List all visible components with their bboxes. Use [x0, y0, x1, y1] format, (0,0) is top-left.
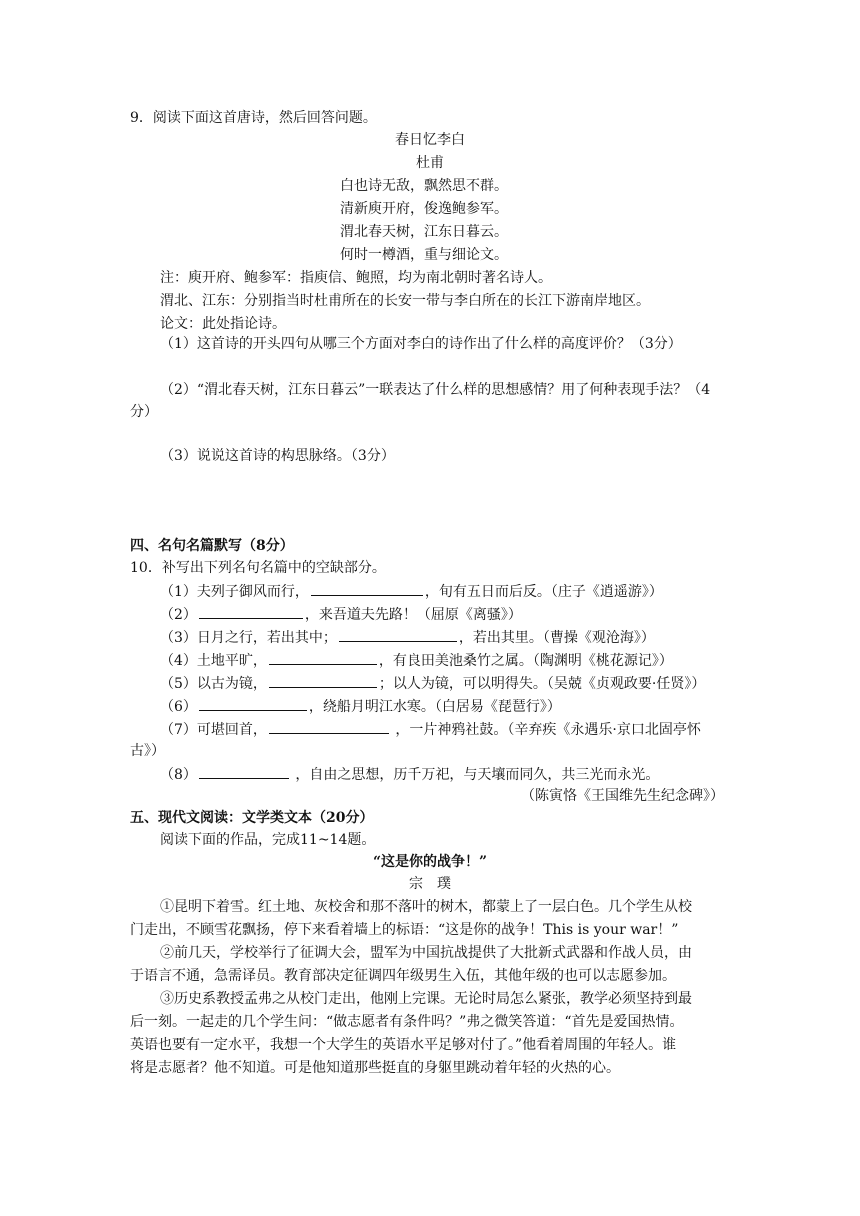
poem-note: 论文：此处指论诗。 — [160, 316, 286, 332]
fill-item-8 — [160, 764, 659, 785]
fill-item-pre: （2） — [160, 607, 197, 623]
answer-blank[interactable] — [269, 719, 389, 734]
article-paragraph-line: ③历史系教授孟弗之从校门走出，他刚上完课。无论时局怎么紧张，教学必须坚持到最 — [160, 991, 692, 1007]
poem-line: 清新庾开府，俊逸鲍参军。 — [340, 201, 508, 217]
poem-line: 白也诗无敌，飘然思不群。 — [340, 178, 508, 194]
q9-stem: 9．阅读下面这首唐诗，然后回答问题。 — [130, 110, 377, 126]
q10-stem: 10．补写出下列名句名篇中的空缺部分。 — [130, 560, 386, 576]
answer-blank[interactable] — [269, 650, 377, 665]
fill-item-7 — [160, 719, 701, 740]
fill-item-7-cont: 古》） — [130, 743, 165, 759]
article-paragraph-line: 于语言不通，急需译员。教育部决定征调四年级男生入伍，其他年级的也可以志愿参加。 — [130, 968, 676, 984]
article-author: 宗 璞 — [409, 876, 451, 892]
article-paragraph-line: 英语也要有一定水平，我想一个大学生的英语水平足够对付了。”他看着周围的年轻人。谁 — [130, 1037, 677, 1053]
fill-item-6 — [160, 696, 561, 717]
q9-sub1: （1）这首诗的开头四句从哪三个方面对李白的诗作出了什么样的高度评价？（3分） — [160, 336, 682, 352]
q9-sub2-cont: 分） — [130, 404, 158, 420]
fill-item-post: ，来吾道夫先路！（屈原《离骚》） — [304, 607, 522, 623]
section4-heading: 四、名句名篇默写（8分） — [130, 538, 294, 554]
answer-blank[interactable] — [269, 673, 377, 688]
poem-line: 何时一樽酒，重与细论文。 — [340, 247, 508, 263]
article-title: “这是你的战争！” — [372, 854, 488, 870]
article-paragraph-line: 将是志愿者？他不知道。可是他知道那些挺直的身躯里跳动着年轻的火热的心。 — [130, 1060, 620, 1076]
fill-item-pre: （1）夫列子御风而行， — [160, 584, 309, 600]
fill-item-post: ；以人为镜，可以明得失。（吴兢《贞观政要·任贤》） — [378, 676, 706, 692]
fill-item-2 — [160, 604, 522, 625]
fill-item-post: ，旬有五日而后反。（庄子《逍遥游》） — [424, 584, 663, 600]
fill-item-1 — [160, 581, 663, 602]
reading-instructions: 阅读下面的作品，完成11~14题。 — [160, 832, 376, 848]
fill-item-post: ，一片神鸦社鼓。（辛弃疾《永遇乐·京口北固亭怀 — [390, 722, 701, 738]
fill-item-pre: （5）以古为镜， — [160, 676, 267, 692]
article-paragraph-line: 后一刻。一起走的几个学生问：“做志愿者有条件吗？”弗之微笑答道：“首先是爱国热情。 — [130, 1014, 684, 1030]
poem-title: 春日忆李白 — [395, 132, 465, 148]
fill-item-pre: （6） — [160, 699, 197, 715]
answer-blank[interactable] — [199, 604, 303, 619]
fill-item-pre: （8） — [160, 767, 197, 783]
fill-item-post: ，绕船月明江水寒。（白居易《琵琶行》） — [308, 699, 561, 715]
poem-line: 渭北春天树，江东日暮云。 — [340, 224, 508, 240]
poem-author: 杜甫 — [416, 155, 444, 171]
fill-item-post: ，自由之思想，历千万祀，与天壤而同久，共三光而永光。 — [290, 767, 660, 783]
article-paragraph-line: ②前几天，学校举行了征调大会，盟军为中国抗战提供了大批新式武器和作战人员，由 — [160, 945, 692, 961]
q9-sub3: （3）说说这首诗的构思脉络。（3分） — [160, 448, 395, 464]
fill-item-8-source: （陈寅恪《王国维先生纪念碑》） — [521, 788, 724, 804]
poem-note: 渭北、江东：分别指当时杜甫所在的长安一带与李白所在的长江下游南岸地区。 — [160, 293, 650, 309]
fill-item-3 — [160, 627, 655, 648]
fill-item-pre: （3）日月之行，若出其中； — [160, 630, 337, 646]
section5-heading: 五、现代文阅读：文学类文本（20分） — [130, 810, 374, 826]
article-paragraph-line: 门走出，不顾雪花飘扬，停下来看着墙上的标语：“这是你的战争！This is your war！” — [130, 922, 679, 938]
article-paragraph-line: ①昆明下着雪。红土地、灰校舍和那不落叶的树木，都蒙上了一层白色。几个学生从校 — [160, 899, 692, 915]
answer-blank[interactable] — [199, 764, 289, 779]
answer-blank[interactable] — [199, 696, 307, 711]
fill-item-5 — [160, 673, 705, 694]
q9-sub2: （2）“渭北春天树，江东日暮云”一联表达了什么样的思想感情？用了何种表现手法？（4 — [160, 382, 711, 398]
poem-note: 注：庾开府、鲍参军：指庾信、鲍照，均为南北朝时著名诗人。 — [160, 270, 552, 286]
fill-item-pre: （7）可堪回首， — [160, 722, 267, 738]
answer-blank[interactable] — [311, 581, 423, 596]
fill-item-post: ，有良田美池桑竹之属。（陶渊明《桃花源记》） — [378, 653, 673, 669]
fill-item-post: ，若出其里。（曹操《观沧海》） — [458, 630, 655, 646]
fill-item-4 — [160, 650, 673, 671]
answer-blank[interactable] — [339, 627, 457, 642]
fill-item-pre: （4）土地平旷， — [160, 653, 267, 669]
